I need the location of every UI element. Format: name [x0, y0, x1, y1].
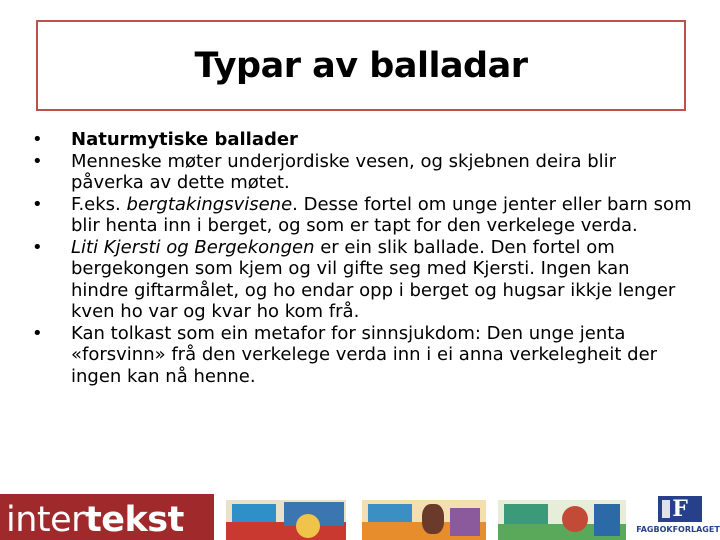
bullet-item — [32, 194, 692, 237]
publisher-mark: F — [658, 496, 702, 522]
bullet-item — [32, 237, 692, 323]
bullet-text: Naturmytiske ballader — [71, 129, 298, 150]
bullet-text: F.eks. — [71, 193, 127, 215]
cover-illustration-figure — [422, 504, 444, 534]
intertekst-logo — [0, 494, 214, 540]
publisher-name: FAGBOKFORLAGET — [636, 525, 720, 534]
book-cover-2 — [362, 500, 486, 540]
cover-title-block — [504, 504, 548, 526]
bullet-item — [32, 151, 692, 194]
bullet-text: bergtakingsvisene — [126, 193, 293, 215]
logo-text-inter: inter — [6, 500, 86, 540]
book-cover-3 — [498, 500, 626, 540]
bullet-marker: • — [32, 193, 43, 215]
footer-banner — [0, 494, 720, 540]
book-cover-1 — [226, 500, 346, 540]
bullet-item — [32, 323, 692, 388]
bullet-text: . Desse fortel om unge jenter eller barn som blir henta inn i berget, og som er tapt for den verkelege verda. — [71, 193, 692, 236]
bullet-list — [32, 129, 692, 387]
cover-illustration-shape — [450, 508, 480, 536]
bullet-text: er ein slik ballade. Den fortel om bergekongen som kjem og vil gifte seg med Kjersti. Ingen kan hindre giftarmålet, og ho endar opp i berget og hugsar ikkje lenger kven ho var og kvar ho kom frå. — [71, 236, 676, 322]
title-box — [36, 20, 686, 111]
bullet-marker: • — [32, 150, 43, 172]
cover-illustration-sun — [296, 514, 320, 538]
bullet-marker: • — [32, 129, 43, 150]
bullet-item — [32, 129, 692, 151]
slide-title: Typar av balladar — [194, 45, 528, 86]
logo-text-tekst: tekst — [85, 500, 184, 540]
bullet-marker: • — [32, 322, 43, 344]
cover-illustration-circle — [562, 506, 588, 532]
cover-illustration-shape — [594, 504, 620, 536]
bullet-marker: • — [32, 236, 43, 258]
fagbokforlaget-logo — [636, 494, 720, 540]
bullet-text: Liti Kjersti og Bergekongen — [71, 236, 315, 258]
bullet-text: Kan tolkast som ein metafor for sinnsjukdom: Den unge jenta «forsvinn» frå den verkelege verda inn i ei anna verkelegheit der ingen kan nå henne. — [71, 322, 658, 387]
bullet-text: Menneske møter underjordiske vesen, og skjebnen deira blir påverka av dette møtet. — [71, 150, 617, 193]
